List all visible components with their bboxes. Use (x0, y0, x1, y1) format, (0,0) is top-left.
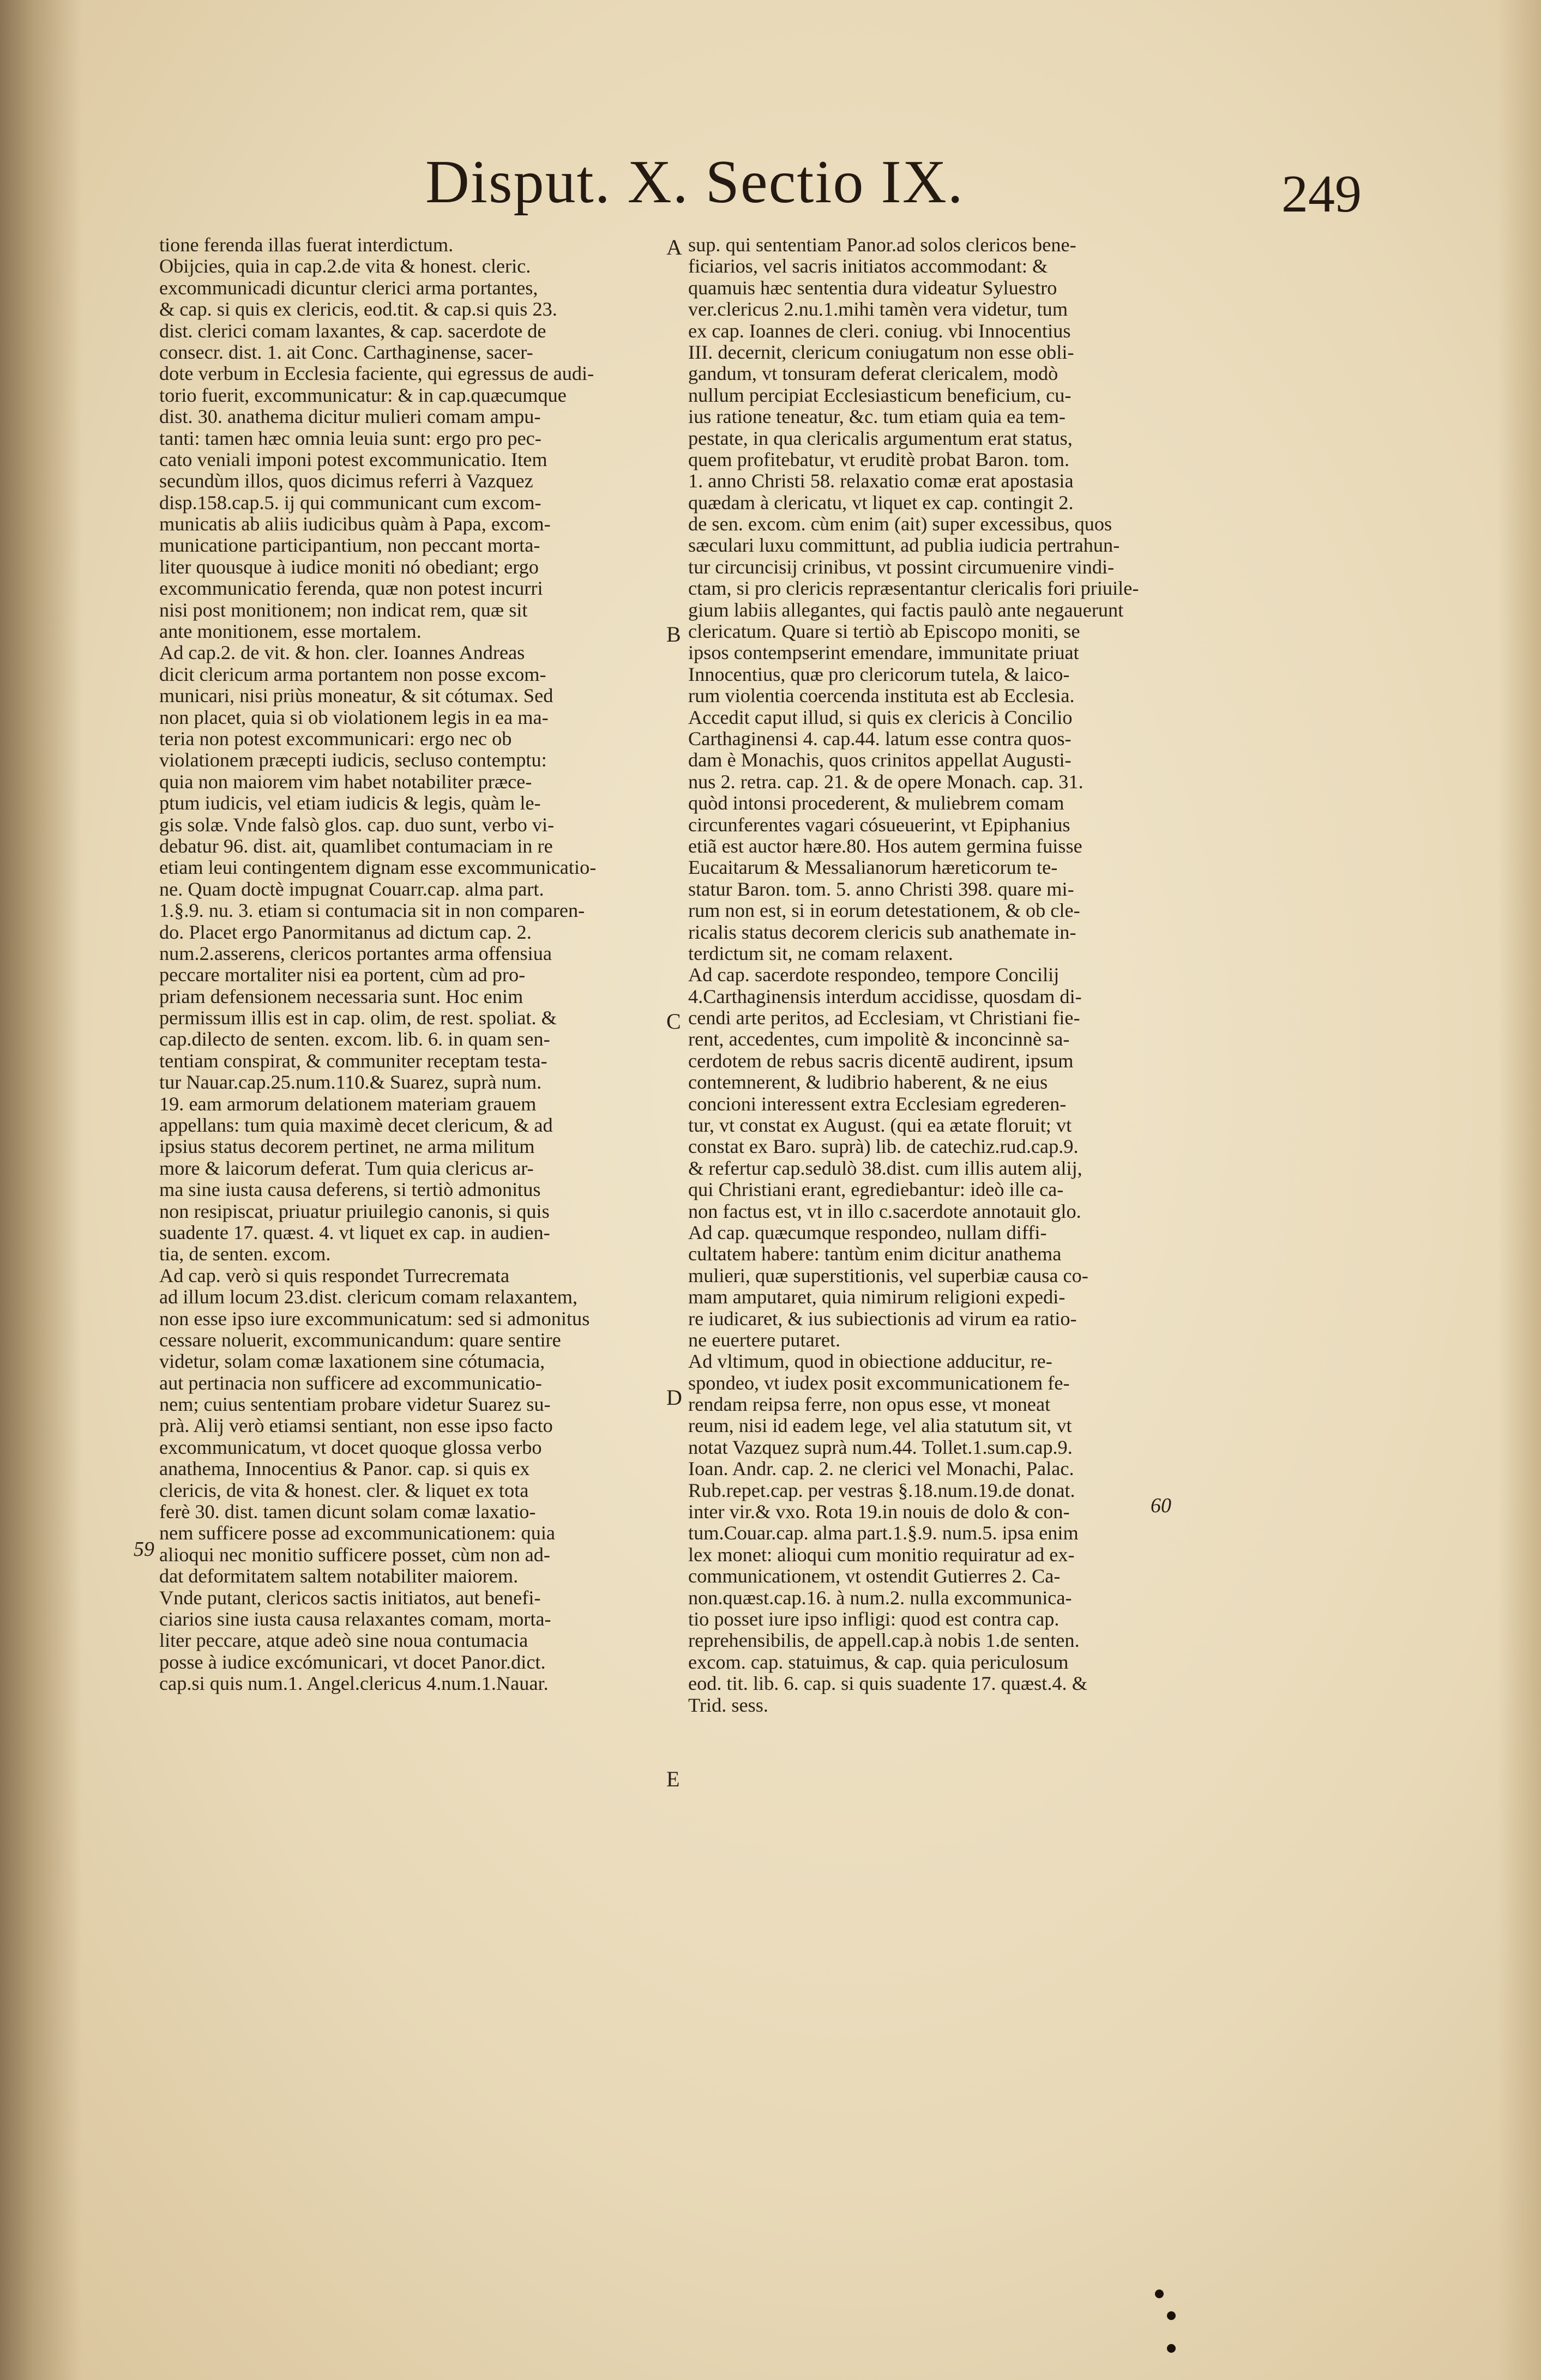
text-line: clericatum. Quare si tertiò ab Episcopo moniti, se (688, 621, 1080, 643)
section-marker-b: B (666, 622, 681, 647)
text-line: Rub.repet.cap. per vestras §.18.num.19.de donat. (688, 1479, 1075, 1501)
text-line: tum.Couar.cap. alma part.1.§.9. num.5. ipsa enim (688, 1523, 1079, 1544)
text-line: Ad cap.2. de vit. & hon. cler. Ioannes Andreas (159, 642, 525, 664)
text-line: tur circuncisij crinibus, vt possint circumuenire vindi- (688, 556, 1115, 578)
text-line: de sen. excom. cùm enim (ait) super excessibus, quos (688, 514, 1112, 535)
text-line: pestate, in qua clericalis argumentum erat status, (688, 427, 1073, 449)
text-line: gandum, vt tonsuram deferat clericalem, modò (688, 363, 1058, 385)
text-line: suadente 17. quæst. 4. vt liquet ex cap. in audien- (159, 1222, 550, 1243)
text-line: ante monitionem, esse mortalem. (159, 621, 422, 643)
text-line: municatione participantium, non peccant morta- (159, 535, 540, 557)
text-line: mam amputaret, quia nimirum religioni expedi- (688, 1286, 1066, 1308)
text-line: & cap. si quis ex clericis, eod.tit. & cap.si quis 23. (159, 299, 557, 321)
text-line: rum non est, si in eorum detestationem, & ob cle- (688, 900, 1080, 922)
text-line: spondeo, vt iudex posit excommunicationem fe- (688, 1372, 1070, 1394)
text-line: contemnerent, & ludibrio haberent, & ne eius (688, 1072, 1048, 1094)
text-line: dat deformitatem saltem notabiliter maiorem. (159, 1566, 519, 1587)
text-line: communicationem, vt ostendit Gutierres 2. Ca- (688, 1566, 1061, 1587)
text-line: inter vir.& vxo. Rota 19.in nouis de dolo & con- (688, 1501, 1070, 1523)
section-marker-c: C (666, 1009, 681, 1034)
text-line: Ad cap. verò si quis respondet Turrecremata (159, 1265, 510, 1286)
right-text-column (688, 234, 1161, 1716)
text-line: ius ratione teneatur, &c. tum etiam quia ea tem- (688, 406, 1066, 428)
text-line: tur, vt constat ex August. (qui ea ætate floruit; vt (688, 1115, 1072, 1137)
text-line: Ad cap. sacerdote respondeo, tempore Concilij (688, 964, 1060, 986)
text-line: permissum illis est in cap. olim, de rest. spoliat. & (159, 1007, 557, 1029)
text-line: cendi arte peritos, ad Ecclesiam, vt Christiani fie- (688, 1007, 1080, 1029)
text-line: mulieri, quæ superstitionis, vel superbiæ causa co- (688, 1265, 1088, 1286)
text-line: eod. tit. lib. 6. cap. si quis suadente 17. quæst.4. & (688, 1673, 1087, 1695)
text-line: 19. eam armorum delationem materiam grauem (159, 1093, 537, 1115)
text-line: secundùm illos, quos dicimus referri à Vazquez (159, 470, 533, 492)
text-line: cultatem habere: tantùm enim dicitur anathema (688, 1243, 1062, 1265)
text-line: nisi post monitionem; non indicat rem, quæ sit (159, 599, 528, 621)
text-line: quædam à clericatu, vt liquet ex cap. contingit 2. (688, 492, 1074, 514)
text-line: aut pertinacia non sufficere ad excommunicatio- (159, 1372, 542, 1394)
text-line: Trid. sess. (688, 1694, 768, 1716)
text-line: videtur, solam comæ laxationem sine cótumacia, (159, 1351, 545, 1373)
text-line: ex cap. Ioannes de cleri. coniug. vbi Innocentius (688, 320, 1071, 342)
text-line: notat Vazquez suprà num.44. Tollet.1.sum.cap.9. (688, 1436, 1073, 1458)
text-line: torio fuerit, excommunicatur: & in cap.quæcumque (159, 384, 567, 406)
text-line: anathema, Innocentius & Panor. cap. si quis ex (159, 1458, 530, 1480)
text-line: tia, de senten. excom. (159, 1243, 331, 1265)
text-line: quem profitebatur, vt eruditè probat Baron. tom. (688, 449, 1070, 470)
text-line: terdictum sit, ne comam relaxent. (688, 943, 953, 964)
text-line: Vnde putant, clericos sactis initiatos, aut benefi- (159, 1587, 541, 1609)
text-line: & refertur cap.sedulò 38.dist. cum illis autem alij, (688, 1157, 1082, 1179)
text-line: rent, accedentes, cum impolitè & inconcinnè sa- (688, 1029, 1070, 1050)
text-line: concioni interessent extra Ecclesiam egrederen- (688, 1093, 1067, 1115)
text-line: ad illum locum 23.dist. clericum comam relaxantem, (159, 1286, 578, 1308)
text-line: cato veniali imponi potest excommunicatio. Item (159, 449, 547, 470)
section-marker-a: A (666, 235, 682, 259)
text-line: debatur 96. dist. ait, quamlibet contumaciam in re (159, 835, 553, 857)
text-line: consecr. dist. 1. ait Conc. Carthaginense, sacer- (159, 341, 533, 363)
text-line: cap.si quis num.1. Angel.clericus 4.num.1.Nauar. (159, 1673, 549, 1695)
text-line: num.2.asserens, clericos portantes arma offensiua (159, 943, 552, 964)
text-line: municatis ab aliis iudicibus quàm à Papa, excom- (159, 514, 551, 535)
text-line: lex monet: alioqui cum monitio requiratur ad ex- (688, 1544, 1075, 1566)
text-line: non resipiscat, priuatur priuilegio canonis, si quis (159, 1200, 550, 1222)
text-line: constat ex Baro. suprà) lib. de catechiz.rud.cap.9. (688, 1136, 1079, 1158)
text-line: disp.158.cap.5. ij qui communicant cum excom- (159, 492, 541, 514)
text-line: Ad vltimum, quod in obiectione adducitur, re- (688, 1351, 1052, 1373)
text-line: teria non potest excommunicari: ergo nec ob (159, 728, 512, 750)
text-line: ver.clericus 2.nu.1.mihi tamèn vera videtur, tum (688, 299, 1068, 321)
text-line: nullum percipiat Ecclesiasticum beneficium, cu- (688, 384, 1072, 406)
text-line: Ioan. Andr. cap. 2. ne clerici vel Monachi, Palac. (688, 1458, 1074, 1480)
text-line: sæculari luxu committunt, ad publia iudicia pertrahun- (688, 535, 1120, 557)
text-line: appellans: tum quia maximè decet clericum, & ad (159, 1115, 553, 1137)
text-line: peccare mortaliter nisi ea portent, cùm ad pro- (159, 964, 526, 986)
text-line: alioqui nec monitio sufficere posset, cùm non ad- (159, 1544, 551, 1566)
text-line: clericis, de vita & honest. cler. & liquet ex tota (159, 1479, 529, 1501)
section-marker-e: E (666, 1767, 680, 1791)
text-line: Innocentius, quæ pro clericorum tutela, & laico- (688, 663, 1070, 685)
text-line: ferè 30. dist. tamen dicunt solam comæ laxatio- (159, 1501, 536, 1523)
margin-number-left: 59 (134, 1538, 154, 1561)
text-line: quia non maiorem vim habet notabiliter præce- (159, 771, 532, 793)
text-line: ficiarios, vel sacris initiatos accommodant: & (688, 256, 1048, 277)
text-line: ptum iudicis, vel etiam iudicis & legis, quàm le- (159, 793, 541, 814)
text-line: dist. clerici comam laxantes, & cap. sacerdote de (159, 320, 546, 342)
text-line: re iudicaret, & ius subiectionis ad virum ea ratio- (688, 1308, 1077, 1330)
text-line: nem sufficere posse ad excommunicationem: quia (159, 1523, 556, 1544)
section-marker-d: D (666, 1385, 682, 1410)
page-edge-shadow (1497, 0, 1541, 2380)
running-header: Disput. X. Sectio IX. (425, 148, 964, 216)
text-line: statur Baron. tom. 5. anno Christi 398. quare mi- (688, 878, 1074, 900)
text-line: excommunicadi dicuntur clerici arma portantes, (159, 277, 538, 299)
text-line: tio posset iure ipso infligi: quod est contra cap. (688, 1609, 1060, 1630)
text-line: Eucaitarum & Messalianorum hæreticorum te- (688, 857, 1058, 879)
ink-dot (1167, 2344, 1176, 2353)
text-line: Obijcies, quia in cap.2.de vita & honest. cleric. (159, 256, 531, 277)
text-line: Ad cap. quæcumque respondeo, nullam diffi- (688, 1222, 1047, 1243)
text-line: tione ferenda illas fuerat interdictum. (159, 234, 454, 256)
text-line: quamuis hæc sententia dura videatur Syluestro (688, 277, 1057, 299)
text-line: rendam reipsa ferre, non opus esse, vt moneat (688, 1394, 1051, 1416)
text-line: excom. cap. statuimus, & cap. quia periculosum (688, 1651, 1069, 1673)
text-line: III. decernit, clericum coniugatum non esse obli- (688, 341, 1074, 363)
text-line: ne. Quam doctè impugnat Couarr.cap. alma part. (159, 878, 544, 900)
ink-dot (1167, 2311, 1176, 2320)
text-line: liter peccare, atque adeò sine noua contumacia (159, 1630, 528, 1652)
text-line: nem; cuius sententiam probare videtur Suarez su- (159, 1394, 551, 1416)
text-line: tanti: tamen hæc omnia leuia sunt: ergo pro pec- (159, 427, 541, 449)
text-line: tur Nauar.cap.25.num.110.& Suarez, suprà num. (159, 1072, 542, 1094)
text-line: gis solæ. Vnde falsò glos. cap. duo sunt, verbo vi- (159, 814, 555, 836)
text-line: dist. 30. anathema dicitur mulieri comam ampu- (159, 406, 541, 428)
text-line: cerdotem de rebus sacris dicentē audirent, ipsum (688, 1050, 1074, 1072)
text-line: non factus est, vt in illo c.sacerdote annotauit glo. (688, 1200, 1081, 1222)
left-text-column (159, 234, 665, 1695)
text-line: sup. qui sententiam Panor.ad solos clericos bene- (688, 234, 1076, 256)
text-line: reum, nisi id eadem lege, vel alia statutum sit, vt (688, 1415, 1072, 1437)
text-line: 1. anno Christi 58. relaxatio comæ erat apostasia (688, 470, 1074, 492)
text-line: 1.§.9. nu. 3. etiam si contumacia sit in non comparen- (159, 900, 585, 922)
text-line: ma sine iusta causa deferens, si tertiò admonitus (159, 1179, 541, 1201)
text-line: dicit clericum arma portantem non posse excom- (159, 663, 546, 685)
text-line: nus 2. retra. cap. 21. & de opere Monach. cap. 31. (688, 771, 1083, 793)
text-line: reprehensibilis, de appell.cap.à nobis 1.de senten. (688, 1630, 1080, 1652)
text-line: ipsos contempserint emendare, immunitate priuat (688, 642, 1079, 664)
text-line: non.quæst.cap.16. à num.2. nulla excommunica- (688, 1587, 1072, 1609)
text-line: gium labiis allegantes, qui factis paulò ante negauerunt (688, 599, 1124, 621)
text-line: do. Placet ergo Panormitanus ad dictum cap. 2. (159, 921, 532, 943)
text-line: ciarios sine iusta causa relaxantes comam, morta- (159, 1609, 551, 1630)
text-line: ipsius status decorem pertinet, ne arma militum (159, 1136, 535, 1158)
ink-dot (1155, 2290, 1164, 2298)
text-line: posse à iudice excómunicari, vt docet Panor.dict. (159, 1651, 546, 1673)
text-line: prà. Alij verò etiamsi sentiant, non esse ipso facto (159, 1415, 553, 1437)
text-line: Accedit caput illud, si quis ex clericis à Concilio (688, 706, 1073, 728)
text-line: liter quousque à iudice moniti nó obediant; ergo (159, 556, 539, 578)
text-line: violationem præcepti iudicis, secluso contemptu: (159, 750, 547, 771)
text-line: qui Christiani erant, egrediebantur: ideò ille ca- (688, 1179, 1064, 1201)
text-line: non esse ipso iure excommunicatum: sed si admonitus (159, 1308, 590, 1330)
text-line: municari, nisi priùs moneatur, & sit cótumax. Sed (159, 685, 553, 707)
page-number: 249 (1281, 165, 1362, 223)
text-line: excommunicatio ferenda, quæ non potest incurri (159, 578, 543, 600)
text-line: etiam leui contingentem dignam esse excommunicatio- (159, 857, 597, 879)
text-line: priam defensionem necessaria sunt. Hoc enim (159, 986, 523, 1007)
text-line: ctam, si pro clericis repræsentantur clericalis fori priuile- (688, 578, 1139, 600)
text-line: ricalis status decorem clericis sub anathemate in- (688, 921, 1076, 943)
binding-shadow (0, 0, 82, 2380)
margin-number-right: 60 (1151, 1494, 1171, 1517)
text-line: dote verbum in Ecclesia faciente, qui egressus de audi- (159, 363, 594, 385)
text-line: dam è Monachis, quos crinitos appellat Augusti- (688, 750, 1072, 771)
text-line: 4.Carthaginensis interdum accidisse, quosdam di- (688, 986, 1082, 1007)
text-line: Carthaginensi 4. cap.44. latum esse contra quos- (688, 728, 1072, 750)
text-line: cap.dilecto de senten. excom. lib. 6. in quam sen- (159, 1029, 550, 1050)
text-line: quòd intonsi procederent, & muliebrem comam (688, 793, 1064, 814)
text-line: circunferentes vagari cósueuerint, vt Epiphanius (688, 814, 1070, 836)
text-line: non placet, quia si ob violationem legis in ea ma- (159, 706, 549, 728)
text-line: rum violentia coercenda instituta est ab Ecclesia. (688, 685, 1075, 707)
text-line: excommunicatum, vt docet quoque glossa verbo (159, 1436, 542, 1458)
text-line: more & laicorum deferat. Tum quia clericus ar- (159, 1157, 534, 1179)
text-line: tentiam conspirat, & communiter receptam testa- (159, 1050, 547, 1072)
text-line: etiã est auctor hære.80. Hos autem germina fuisse (688, 835, 1082, 857)
text-line: cessare noluerit, excommunicandum: quare sentire (159, 1329, 561, 1351)
text-line: ne euertere putaret. (688, 1329, 841, 1351)
